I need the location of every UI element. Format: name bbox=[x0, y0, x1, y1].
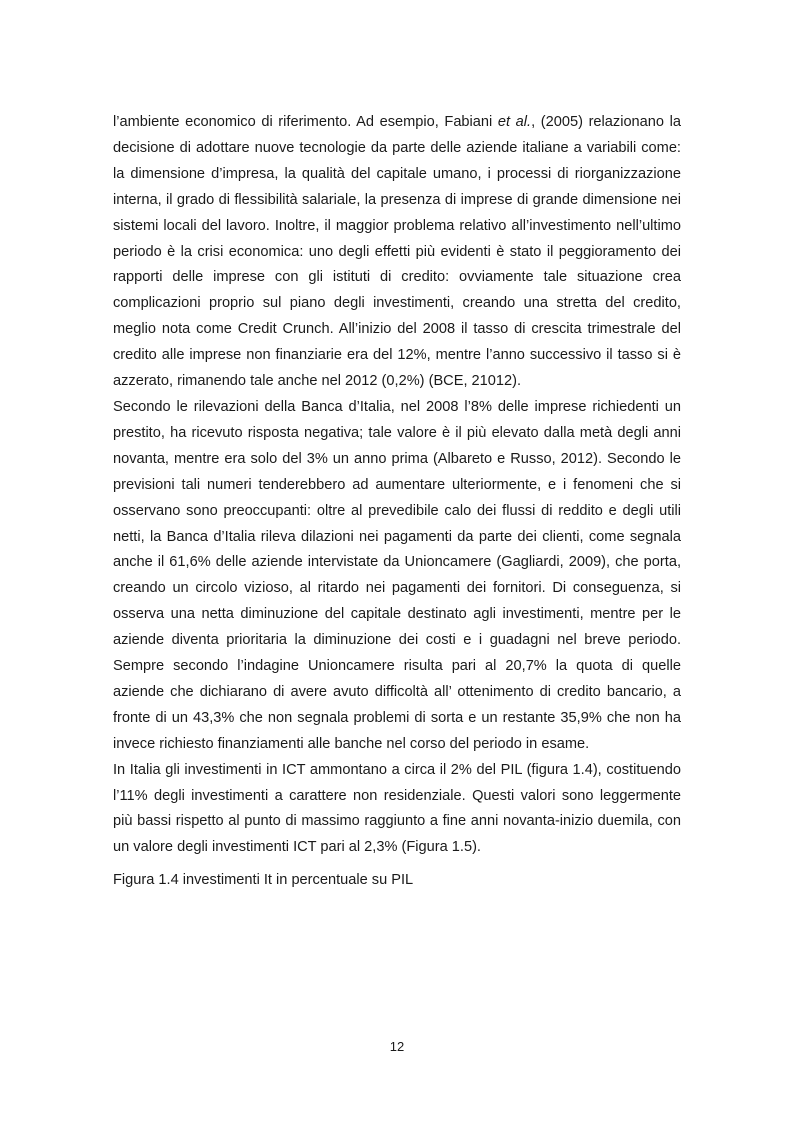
paragraph-3: In Italia gli investimenti in ICT ammontano a circa il 2% del PIL (figura 1.4), costituendo l’11% degli investimenti a carattere non residenziale. Questi valori sono leggermente più bassi rispetto al punto di massimo raggiunto a fine anni novanta-inizio duemila, con un valore degli investimenti ICT pari al 2,3% (Figura 1.5). bbox=[113, 761, 681, 856]
paragraph-1 bbox=[113, 110, 681, 395]
paragraph-1-rest: , (2005) relazionano la decisione di adottare nuove tecnologie da parte delle aziende italiane a variabili come: la dimensione d’impresa, la qualità del capitale umano, i processi di riorganizzazione interna, il grado di flessibilità salariale, la presenza di imprese di grande dimensione nei sistemi locali del lavoro. Inoltre, il maggior problema relativo all’investimento nell’ultimo periodo è la crisi economica: uno degli effetti più evidenti è stato il peggioramento dei rapporti delle imprese con gli istituti di credito: ovviamente tale situazione crea complicazioni proprio sul piano degli investimenti, creando una stretta del credito, meglio nota come Credit Crunch. All’inizio del 2008 il tasso di crescita trimestrale del credito alle imprese non finanziarie era del 12%, mentre l’anno successivo il tasso si è azzerato, rimanendo tale anche nel 2012 (0,2%) (BCE, 21012). bbox=[113, 114, 681, 390]
et-al-italic: et al. bbox=[497, 114, 532, 130]
paragraph-2: Secondo le rilevazioni della Banca d’Italia, nel 2008 l’8% delle imprese richiedenti un prestito, ha ricevuto risposta negativa; tale valore è il più elevato dalla metà degli anni novanta, mentre era solo del 3% un anno prima (Albareto e Russo, 2012). Secondo le previsioni tali numeri tenderebbero ad aumentare ulteriormente, e i fenomeni che si osservano sono preoccupanti: oltre al prevedibile calo dei flussi di reddito e degli utili netti, la Banca d’Italia rileva dilazioni nei pagamenti da parte dei clienti, come segnala anche il 61,6% delle aziende intervistate da Unioncamere (Gagliardi, 2009), che porta, creando un circolo vizioso, al ritardo nei pagamenti dei fornitori. Di conseguenza, si osserva una netta diminuzione del capitale destinato agli investimenti, mentre per le aziende diventa prioritaria la diminuzione dei costi e i guadagni nel breve periodo. Sempre secondo l’indagine Unioncamere risulta pari al 20,7% la quota di quelle aziende che dichiarano di avere avuto difficoltà all’ ottenimento di credito bancario, a fronte di un 43,3% che non segnala problemi di sorta e un restante 35,9% che non ha invece richiesto finanziamenti alle banche nel corso del periodo in esame. bbox=[113, 398, 681, 752]
body-text bbox=[113, 110, 681, 861]
figure-caption: Figura 1.4 investimenti It in percentuale su PIL bbox=[113, 872, 414, 888]
page-number: 12 bbox=[389, 1039, 405, 1054]
paragraph-1-start: l’ambiente economico di riferimento. Ad esempio, Fabiani bbox=[113, 114, 498, 130]
